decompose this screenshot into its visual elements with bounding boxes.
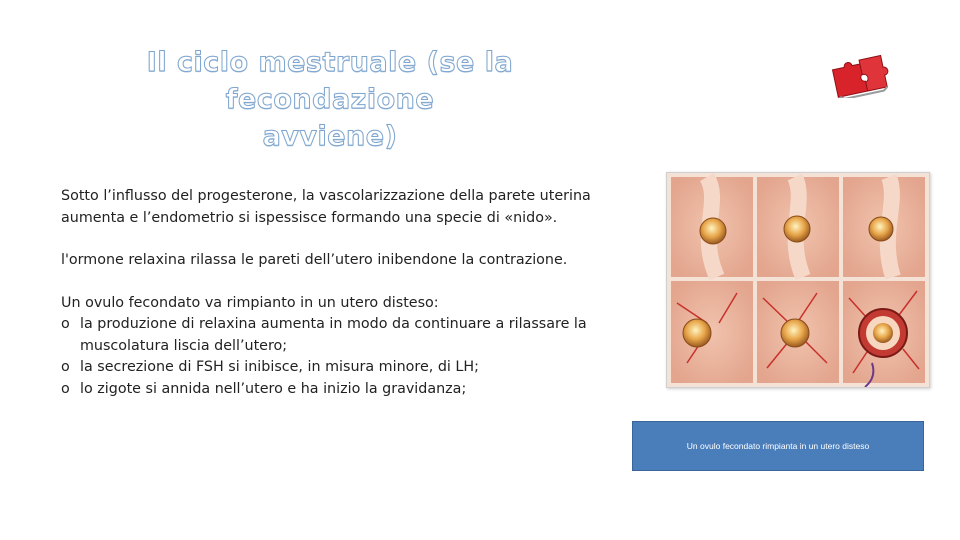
slide-title-line2: avviene) [262, 121, 398, 152]
panel-stage-4 [671, 281, 753, 383]
bullet-text: la secrezione di FSH si inibisce, in misura minore, di LH; [80, 359, 479, 375]
list-item [61, 379, 621, 401]
paragraph-relaxina: l'ormone relaxina rilassa le pareti dell’utero inibendone la contrazione. [61, 252, 568, 268]
puzzle-pieces-icon [828, 50, 894, 98]
slide-title-line1: Il ciclo mestruale (se la fecondazione [146, 47, 514, 115]
slide-title [40, 44, 620, 155]
list-item [61, 357, 621, 379]
implantation-illustration [666, 172, 930, 388]
paragraph-ovulo: Un ovulo fecondato va rimpianto in un utero disteso: [61, 294, 439, 311]
list-item [61, 314, 621, 357]
panel-stage-6 [843, 281, 925, 387]
bullet-marker: o [61, 359, 70, 375]
bullet-marker: o [61, 316, 70, 332]
figure-caption-box [632, 421, 924, 471]
bullet-marker: o [61, 380, 70, 397]
bullet-text: la produzione di relaxina aumenta in modo da continuare a rilassare la muscolatura liscia dell’utero; [80, 316, 587, 354]
panel-stage-3 [843, 177, 925, 277]
panel-stage-2 [757, 177, 839, 277]
bullet-list [61, 314, 621, 400]
panel-stage-1 [671, 177, 753, 277]
figure-caption: Un ovulo fecondato rimpianta in un utero disteso [686, 441, 870, 451]
panel-stage-5 [757, 281, 839, 383]
slide-body [61, 186, 621, 400]
bullet-text: lo zigote si annida nell’utero e ha inizio la gravidanza; [80, 380, 467, 397]
paragraph-progesterone: Sotto l’influsso del progesterone, la vascolarizzazione della parete uterina aumenta e l’endometrio si ispessisce formando una specie di «nido». [61, 188, 591, 226]
